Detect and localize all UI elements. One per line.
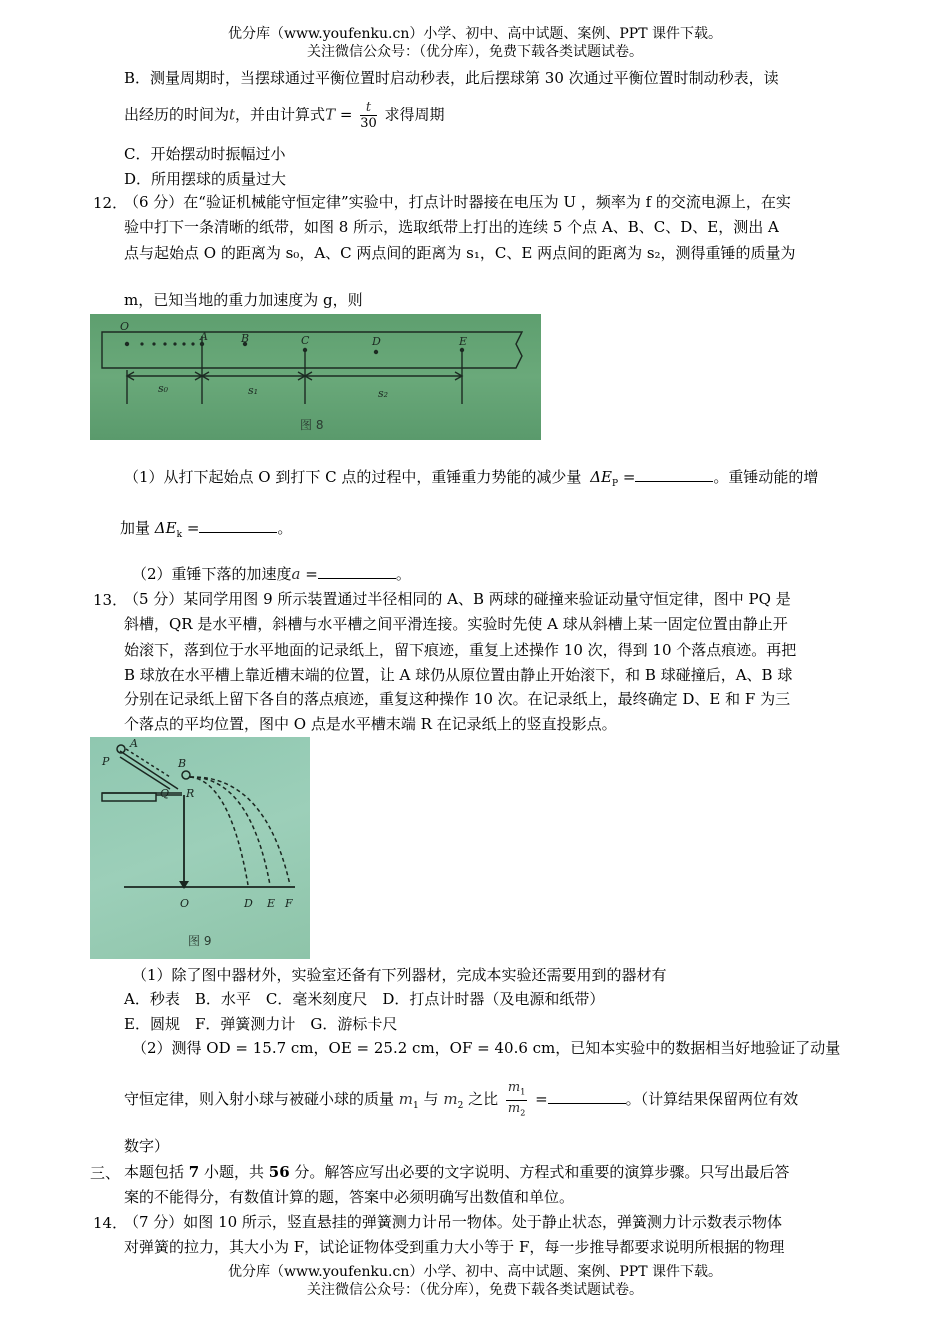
figure-8-caption: 图 8 (300, 418, 324, 432)
segment-label-s1: s₁ (248, 384, 259, 397)
segment-label-s2: s₂ (378, 387, 389, 400)
q12-part1-line1: （1）从打下起始点 O 到打下 C 点的过程中，重锤重力势能的减少量 $\Delta E_P$ = 。重锤动能的增 (124, 468, 819, 489)
page-footer-line-2: 关注微信公众号：（优分库），免费下载各类试题试卷。 (307, 1282, 643, 1298)
label-P: P (102, 755, 110, 768)
figure-9-caption: 图 9 (188, 934, 212, 948)
q12-number: 12． (93, 194, 128, 212)
label-E: E (267, 897, 276, 910)
page-footer-line-1: 优分库（www.youfenku.cn）小学、初中、高中试题、案例、PPT 课件下载。 (227, 1264, 722, 1280)
q13-stem-line1: （5 分）某同学用图 9 所示装置通过半径相同的 A、B 两球的碰撞来验证动量守恒定律，图中 PQ 是 (124, 590, 791, 608)
tape-label-O: O (120, 320, 130, 333)
ball-B (182, 771, 190, 779)
collision-apparatus-diagram (90, 737, 310, 959)
tape-label-A: A (200, 330, 208, 343)
q12-stem-line1: （6 分）在“验证机械能守恒定律”实验中，打点计时器接在电压为 U ，频率为 f 的交流电源上，在实 (124, 193, 791, 211)
period-formula-fraction: $\frac{t}{30}$ (360, 100, 377, 131)
label-D: D (244, 897, 253, 910)
answer-blank-acceleration[interactable] (318, 564, 396, 579)
tape-label-C: C (301, 334, 310, 347)
q12-stem-line2: 验中打下一条清晰的纸带，如图 8 所示，选取纸带上打出的连续 5 个点 A、B、C、D、E，测出 A (124, 218, 779, 236)
q12-stem-line4: m，已知当地的重力加速度为 g，则 (124, 291, 363, 309)
answer-blank-ek[interactable] (199, 518, 277, 533)
q11-option-d: D．所用摆球的质量过大 (124, 170, 287, 188)
label-Q: Q (160, 787, 170, 800)
q13-part1-options-row1: A．秒表 B．水平 C．毫米刻度尺 D．打点计时器（及电源和纸带） (124, 990, 605, 1008)
q13-part2-line2: 守恒定律，则入射小球与被碰小球的质量 $m_1$ 与 $m_2$ 之比 $\frac{m_1}{m_2}$ = 。（计算结果保留两位有效 (124, 1080, 798, 1120)
paper-tape-diagram (90, 314, 541, 440)
label-B: B (178, 757, 187, 770)
section-3-number: 三、 (90, 1164, 121, 1182)
page-header-line-1: 优分库（www.youfenku.cn）小学、初中、高中试题、案例、PPT 课件下载。 (227, 26, 722, 42)
q13-stem-line6: 个落点的平均位置，图中 O 点是水平槽末端 R 在记录纸上的竖直投影点。 (124, 715, 617, 733)
q11-option-b-line1: B．测量周期时，当摆球通过平衡位置时启动秒表，此后摆球第 30 次通过平衡位置时制动秒表，读 (124, 69, 779, 87)
figure-9-collision-apparatus (90, 737, 310, 959)
segment-label-s0: s₀ (158, 382, 169, 395)
chute-base (102, 793, 156, 801)
q14-number: 14． (93, 1214, 128, 1232)
section-3-line1: 本题包括 7 小题，共 56 分。解答应写出必要的文字说明、方程式和重要的演算步骤。只写出最后答 (124, 1163, 790, 1181)
q13-part1-options-row2: E．圆规 F．弹簧测力计 G．游标卡尺 (124, 1015, 398, 1033)
label-O: O (180, 897, 190, 910)
q13-number: 13． (93, 591, 128, 609)
q12-part1-line2: 加量 $\Delta E_k$ = 。 (120, 519, 293, 540)
figure-8-paper-tape (90, 314, 541, 440)
mass-ratio-fraction: $\frac{m_1}{m_2}$ (507, 1080, 526, 1118)
tape-dot-C (303, 348, 307, 352)
label-A: A (130, 737, 138, 750)
q13-part2-line3: 数字） (124, 1137, 170, 1155)
q13-stem-line4: B 球放在水平槽上靠近槽末端的位置，让 A 球仍从原位置由静止开始滚下，和 B 球碰撞后，A、B 球 (124, 666, 793, 684)
inclined-chute-PQ (120, 751, 178, 789)
q12-part2: （2）重锤下落的加速度a = 。 (132, 565, 411, 583)
label-R: R (186, 787, 195, 800)
page-header-line-2: 关注微信公众号：（优分库），免费下载各类试题试卷。 (307, 44, 643, 60)
q14-stem-line2: 对弹簧的拉力，其大小为 F，试论证物体受到重力大小等于 F，每一步推导都要求说明所根据的物理 (124, 1238, 785, 1256)
q14-stem-line1: （7 分）如图 10 所示，竖直悬挂的弹簧测力计吊一物体。处于静止状态，弹簧测力计示数表示物体 (124, 1213, 782, 1231)
tape-label-B: B (241, 332, 250, 345)
tape-label-D: D (372, 335, 381, 348)
label-F: F (285, 897, 293, 910)
section-3-line2: 案的不能得分，有数值计算的题，答案中必须明确写出数值和单位。 (124, 1188, 575, 1206)
answer-blank-mass-ratio[interactable] (548, 1089, 626, 1104)
q13-stem-line5: 分别在记录纸上留下各自的落点痕迹，重复这种操作 10 次。在记录纸上，最终确定 D、E 和 F 为三 (124, 690, 791, 708)
tape-dot-E (460, 348, 464, 352)
q11-option-c: C．开始摆动时振幅过小 (124, 145, 286, 163)
tape-label-E: E (459, 335, 468, 348)
q13-part2-line1: （2）测得 OD = 15.7 cm，OE = 25.2 cm，OF = 40.6 cm，已知本实验中的数据相当好地验证了动量 (132, 1039, 841, 1057)
q13-stem-line2: 斜槽，QR 是水平槽，斜槽与水平槽之间平滑连接。实验时先使 A 球从斜槽上某一固定位置由静止开 (124, 615, 788, 633)
answer-blank-ep[interactable] (635, 467, 713, 482)
q13-part1: （1）除了图中器材外，实验室还备有下列器材，完成本实验还需要用到的器材有 (132, 966, 667, 984)
q13-stem-line3: 始滚下，落到位于水平地面的记录纸上，留下痕迹，重复上述操作 10 次，得到 10 个落点痕迹。再把 (124, 641, 797, 659)
q12-stem-line3: 点与起始点 O 的距离为 s₀，A、C 两点间的距离为 s₁，C、E 两点间的距离为 s₂，测得重锤的质量为 (124, 244, 796, 262)
tape-dot-D (374, 350, 378, 354)
q11-option-b-line2: 出经历的时间为t，并由计算式T = $\frac{t}{30}$ 求得周期 (124, 100, 445, 131)
tape-dot-O (125, 342, 129, 346)
